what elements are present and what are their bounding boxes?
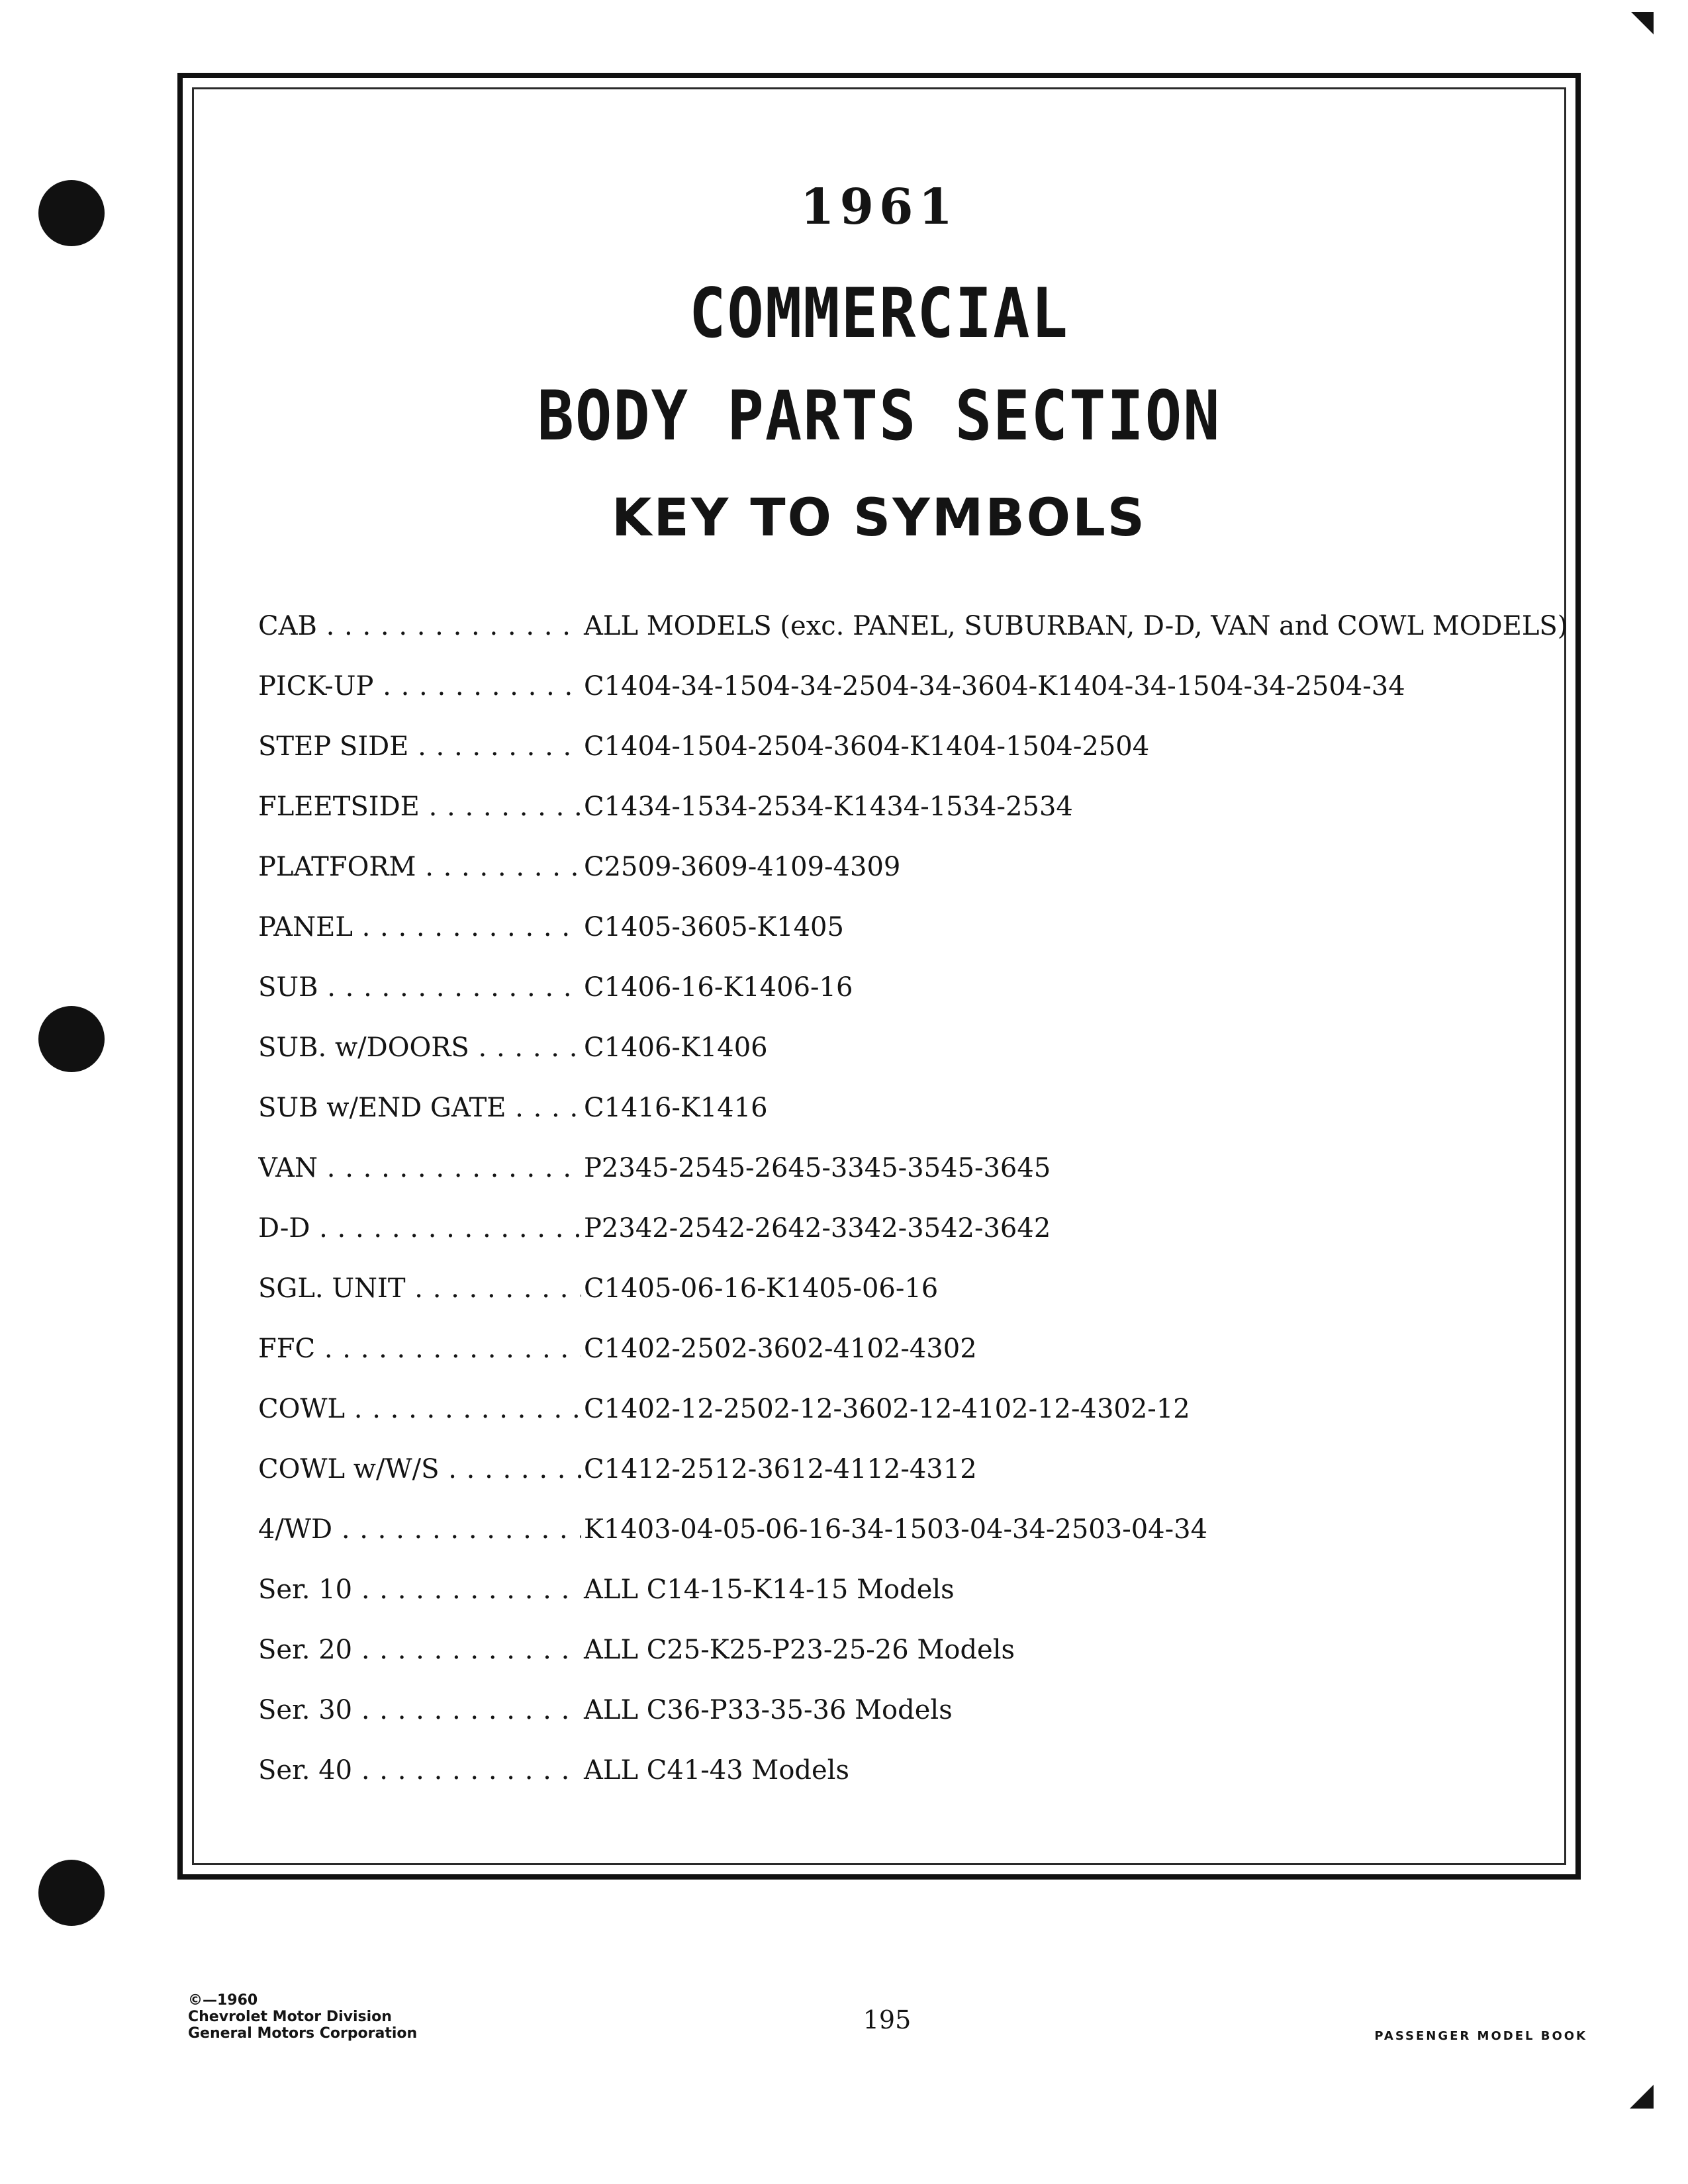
symbol-key-row — [258, 719, 1516, 780]
symbol-models: ALL C41-43 Models — [584, 1755, 849, 1786]
copyright-division: Chevrolet Motor Division — [188, 2009, 392, 2025]
symbol-models: C1434-1534-2534-K1434-1534-2534 — [584, 792, 1073, 822]
symbol-key-row — [258, 1502, 1516, 1563]
symbol-key-row — [258, 1442, 1516, 1502]
copyright-notice — [188, 1992, 417, 2042]
symbol-key-row — [258, 1322, 1516, 1382]
symbol-key-row — [258, 1261, 1516, 1322]
symbol-term: SGL. UNIT . . . — [258, 1273, 581, 1304]
symbol-models: ALL C36-P33-35-36 Models — [584, 1695, 953, 1725]
symbol-term: CAB . . . — [258, 611, 581, 641]
symbol-models: C1402-2502-3602-4102-4302 — [584, 1334, 977, 1364]
symbol-models: C1406-16-K1406-16 — [584, 972, 853, 1003]
symbol-key-row — [258, 960, 1516, 1021]
symbol-key-row — [258, 900, 1516, 960]
symbol-models: C1416-K1416 — [584, 1093, 768, 1123]
symbol-models: C1405-3605-K1405 — [584, 912, 844, 942]
symbol-term: Ser. 30 . . . — [258, 1695, 581, 1725]
page-title-line-2: BODY PARTS SECTION — [537, 376, 1221, 456]
book-name: PASSENGER MODEL BOOK — [1374, 2029, 1587, 2043]
symbol-term: PICK-UP . . . — [258, 671, 581, 702]
symbol-key-row — [258, 1201, 1516, 1261]
symbol-term: COWL w/W/S . . . — [258, 1454, 581, 1484]
symbol-key-row — [258, 1683, 1516, 1743]
symbol-term: Ser. 40 . . . — [258, 1755, 581, 1786]
symbol-models: ALL C14-15-K14-15 Models — [584, 1574, 955, 1605]
binder-hole-bottom — [38, 1860, 105, 1926]
symbol-key-row — [258, 1382, 1516, 1442]
copyright-corporation: General Motors Corporation — [188, 2025, 418, 2042]
symbol-models: P2342-2542-2642-3342-3542-3642 — [584, 1213, 1051, 1244]
symbol-models: C1412-2512-3612-4112-4312 — [584, 1454, 977, 1484]
symbol-term: VAN . . . — [258, 1153, 581, 1183]
binder-hole-top — [38, 180, 105, 246]
symbol-term: COWL . . . — [258, 1394, 581, 1424]
page-year: 1961 — [800, 179, 958, 236]
symbol-models: ALL MODELS (exc. PANEL, SUBURBAN, D-D, VAN and COWL MODELS) — [584, 611, 1568, 641]
page-title-line-1: COMMERCIAL — [689, 273, 1069, 353]
symbol-models: C1404-1504-2504-3604-K1404-1504-2504 — [584, 731, 1150, 762]
symbol-models: C1406-K1406 — [584, 1032, 768, 1063]
symbol-key-row — [258, 659, 1516, 719]
symbol-key-row — [258, 1623, 1516, 1683]
corner-mark-bottom — [1630, 2085, 1654, 2109]
symbol-models: K1403-04-05-06-16-34-1503-04-34-2503-04-34 — [584, 1514, 1208, 1545]
symbol-key-row — [258, 1081, 1516, 1141]
symbol-key-row — [258, 1743, 1516, 1803]
symbol-key-row — [258, 1141, 1516, 1201]
page-subtitle: KEY TO SYMBOLS — [612, 488, 1147, 548]
symbol-term: 4/WD . . . — [258, 1514, 581, 1545]
copyright-year: ©—1960 — [188, 1992, 258, 2009]
symbol-models: C1405-06-16-K1405-06-16 — [584, 1273, 939, 1304]
symbol-term: PLATFORM . . . — [258, 852, 581, 882]
symbol-term: Ser. 10 . . . — [258, 1574, 581, 1605]
symbol-models: C1402-12-2502-12-3602-12-4102-12-4302-12 — [584, 1394, 1190, 1424]
symbol-key-row — [258, 1021, 1516, 1081]
symbol-models: ALL C25-K25-P23-25-26 Models — [584, 1635, 1015, 1665]
symbol-models: C1404-34-1504-34-2504-34-3604-K1404-34-1504-34-2504-34 — [584, 671, 1405, 702]
symbol-term: SUB. w/DOORS . . . — [258, 1032, 581, 1063]
symbol-term: D-D . . . — [258, 1213, 581, 1244]
symbol-models: C2509-3609-4109-4309 — [584, 852, 901, 882]
symbol-key-list — [258, 599, 1568, 1803]
corner-mark-top — [1631, 12, 1654, 34]
binder-hole-middle — [38, 1006, 105, 1072]
symbol-term: Ser. 20 . . . — [258, 1635, 581, 1665]
symbol-key-row — [258, 599, 1568, 659]
symbol-key-row — [258, 780, 1516, 840]
symbol-term: STEP SIDE . . . — [258, 731, 581, 762]
symbol-term: FLEETSIDE . . . — [258, 792, 581, 822]
page-number: 195 — [863, 2005, 912, 2034]
symbol-term: SUB . . . — [258, 972, 581, 1003]
symbol-key-row — [258, 840, 1516, 900]
symbol-term: SUB w/END GATE . . . — [258, 1093, 581, 1123]
symbol-models: P2345-2545-2645-3345-3545-3645 — [584, 1153, 1051, 1183]
symbol-term: FFC . . . — [258, 1334, 581, 1364]
symbol-term: PANEL . . . — [258, 912, 581, 942]
symbol-key-row — [258, 1563, 1516, 1623]
